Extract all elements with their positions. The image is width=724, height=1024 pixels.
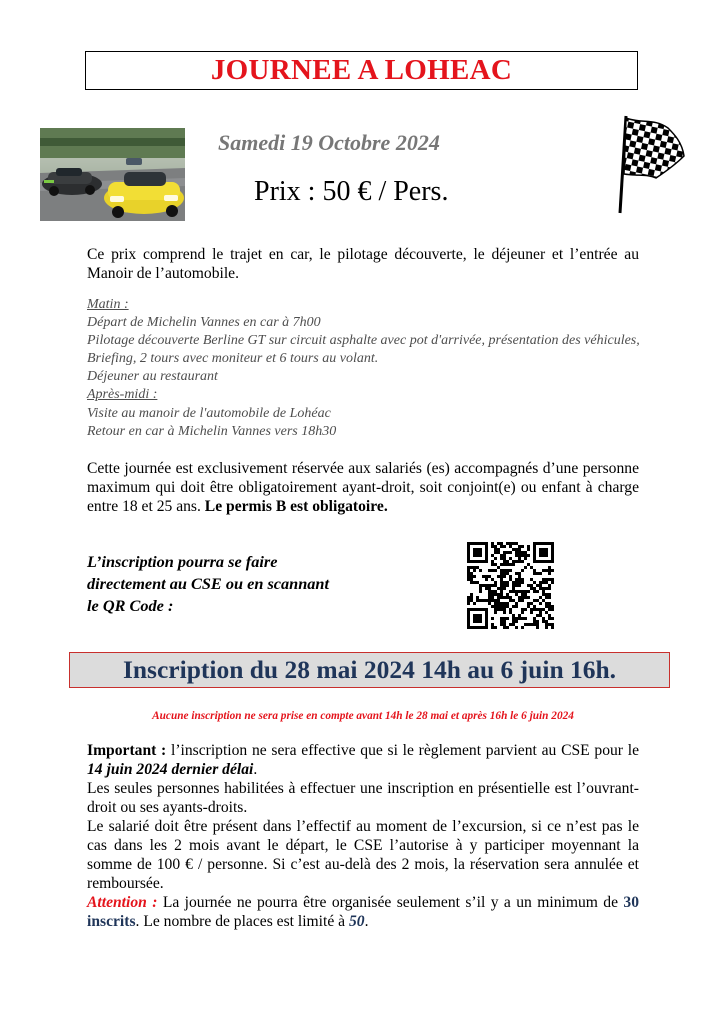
title-box <box>85 51 638 90</box>
attention-label: Attention : <box>87 894 158 911</box>
event-date: Samedi 19 Octobre 2024 <box>218 130 440 155</box>
programme-item: Visite au manoir de l'automobile de Lohéac <box>87 405 331 421</box>
habilitation-paragraph: Les seules personnes habilitées à effectuer une inscription en présentielle est l’ouvrant-droit ou ses ayants-droits. <box>87 780 639 816</box>
inscription-period: Inscription du 28 mai 2024 14h au 6 juin 16h. <box>122 655 617 684</box>
registration-instructions <box>87 551 329 617</box>
inscription-period-box <box>69 652 670 688</box>
programme-item: Déjeuner au restaurant <box>87 369 218 385</box>
programme-item: Pilotage découverte Berline GT sur circuit asphalte avec pot d'arrivée, présentation des véhicules, Briefing, 2 tours avec moniteur et 6 tours au volant. <box>87 333 640 367</box>
event-price: Prix : 50 € / Pers. <box>254 176 449 207</box>
race-cars-photo <box>40 128 185 221</box>
punctuation: . <box>253 761 258 778</box>
attention-text: La journée ne pourra être organisée seulement s’il y a un minimum de <box>162 894 618 911</box>
warning-note: Aucune inscription ne sera prise en compte avant 14h le 28 mai et après 16h le 6 juin 2024 <box>152 710 574 722</box>
eligibility-paragraph <box>87 459 639 516</box>
important-label: Important : <box>87 742 167 759</box>
morning-heading: Matin : <box>87 297 129 312</box>
checkered-flag-icon <box>612 112 686 215</box>
eligibility-text: Cette journée est exclusivement réservée aux salariés (es) accompagnés d’une personne maximum qui doit être obligatoirement ayant-droit, soit conjoint(e) ou enfant à charge entre 18 et 25 ans. <box>87 460 639 515</box>
programme-block <box>87 296 647 441</box>
afternoon-heading: Après-midi : <box>87 387 158 403</box>
attention-paragraph <box>87 893 639 931</box>
important-section <box>87 741 639 931</box>
limit-count: 50 <box>349 913 365 930</box>
page-title: JOURNEE A LOHEAC <box>210 54 513 86</box>
important-paragraph <box>87 741 639 779</box>
programme-item: Départ de Michelin Vannes en car à 7h00 <box>87 315 321 331</box>
intro-paragraph: Ce prix comprend le trajet en car, le pilotage découverte, le déjeuner et l’entrée au Manoir de l’automobile. <box>87 246 639 282</box>
registration-line: directement au CSE ou en scannant <box>87 574 330 593</box>
licence-requirement: Le permis B est obligatoire. <box>204 498 388 515</box>
presence-paragraph: Le salarié doit être présent dans l’effectif au moment de l’excursion, si ce n’est pas le cas dans les 2 mois avant le départ, le CSE l’autorise à y participer moyennant la somme de 100 € / personne. Si c’est au-delà des 2 mois, la réservation sera annulée et remboursée. <box>87 818 639 892</box>
important-text: l’inscription ne sera effective que si le règlement parvient au CSE pour le <box>171 742 639 759</box>
limit-text: . Le nombre de places est limité à <box>135 913 346 930</box>
programme-item: Retour en car à Michelin Vannes vers 18h30 <box>87 423 337 439</box>
qr-code[interactable] <box>467 542 554 629</box>
registration-line: le QR Code : <box>87 596 174 615</box>
deadline: 14 juin 2024 dernier délai <box>87 761 254 778</box>
registration-line: L’inscription pourra se faire <box>87 552 278 571</box>
minimum-count: 30 inscrits <box>87 894 640 930</box>
punctuation: . <box>364 913 369 930</box>
